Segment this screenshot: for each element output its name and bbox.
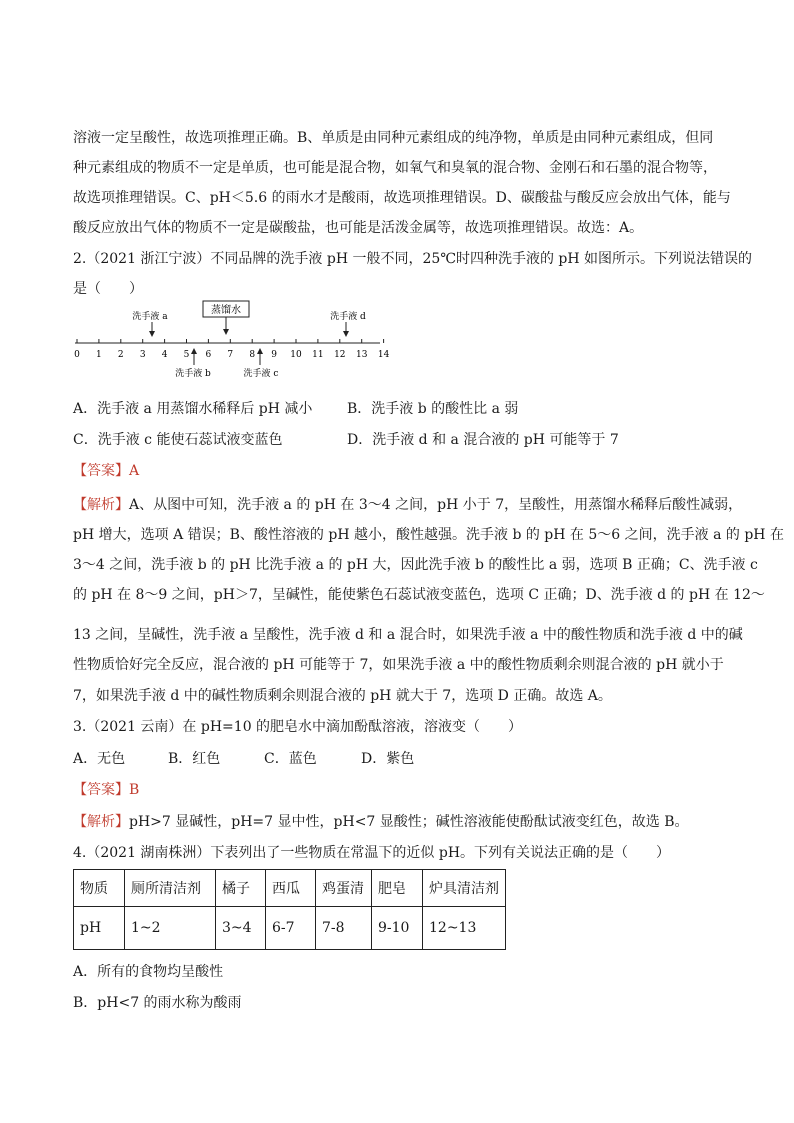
answer-value: B xyxy=(129,782,140,798)
handwash-c-label: 洗手液 c xyxy=(243,369,279,379)
distilled-water-label: 蒸馏水 xyxy=(211,305,241,316)
question-3-answer xyxy=(73,780,139,800)
question-2-answer xyxy=(73,461,139,481)
ph-tick-label: 8 xyxy=(249,350,256,360)
analysis-line: 的 pH 在 8～9 之间，pH＞7，呈碱性，能使紫色石蕊试液变蓝色，选项 C 正确；D、洗手液 d 的 pH 在 12～ xyxy=(73,587,765,603)
ph-scale-diagram xyxy=(70,293,400,388)
table-cell: 6-7 xyxy=(266,907,316,950)
table-cell: 9-10 xyxy=(372,907,423,950)
ph-tick-label: 2 xyxy=(117,350,124,360)
ph-tick-label: 7 xyxy=(227,350,234,360)
ph-tick-label: 1 xyxy=(96,350,102,360)
question-2-stem-cont: 是（ ） xyxy=(73,281,143,297)
analysis-line: A、从图中可知，洗手液 a 的 pH 在 3～4 之间，pH 小于 7，呈酸性，用蒸馏水稀释后酸性减弱， xyxy=(129,497,743,513)
table-header-row xyxy=(74,870,506,907)
analysis-tag: 【解析】 xyxy=(73,497,129,513)
question-2-stem: 2.（2021 浙江宁波）不同品牌的洗手液 pH 一般不同，25℃时四种洗手液的 pH 如图所示。下列说法错误的 xyxy=(73,251,753,267)
table-cell: 3~4 xyxy=(216,907,266,950)
question-4-option-a: A．所有的食物均呈酸性 xyxy=(73,964,224,980)
question-2-option-c: C．洗手液 c 能使石蕊试液变蓝色 xyxy=(73,432,283,448)
analysis-tag: 【解析】 xyxy=(73,814,129,830)
table-cell: 1~2 xyxy=(125,907,216,950)
question-3-option-d: D．紫色 xyxy=(361,751,415,767)
paragraph-line: 酸反应放出气体的物质不一定是碳酸盐，也可能是活泼金属等，故选项推理错误。故选：A。 xyxy=(73,220,644,236)
arrow-head xyxy=(343,331,349,337)
question-3-analysis xyxy=(73,812,689,832)
question-2-option-b: B．洗手液 b 的酸性比 a 弱 xyxy=(347,401,519,417)
answer-tag: 【答案】 xyxy=(73,463,129,479)
ph-tick-label: 9 xyxy=(271,350,277,360)
table-cell: 肥皂 xyxy=(372,870,423,907)
table-cell: 7-8 xyxy=(316,907,372,950)
table-cell: 厕所清洁剂 xyxy=(125,870,216,907)
ph-tick-label: 0 xyxy=(74,350,80,360)
table-row xyxy=(74,907,506,950)
table-cell: pH xyxy=(74,907,125,950)
handwash-d-label: 洗手液 d xyxy=(330,312,366,322)
ph-tick-label: 10 xyxy=(290,350,302,360)
question-3-option-c: C．蓝色 xyxy=(264,751,317,767)
ph-tick-label: 11 xyxy=(312,350,324,360)
ph-tick-label: 6 xyxy=(205,350,212,360)
analysis-line: 13 之间，呈碱性，洗手液 a 呈酸性，洗手液 d 和 a 混合时，如果洗手液 a 中的酸性物质和洗手液 d 中的碱 xyxy=(73,627,743,643)
arrow-head xyxy=(149,331,155,337)
question-3-option-b: B．红色 xyxy=(168,751,221,767)
question-3-option-a: A．无色 xyxy=(73,751,126,767)
paragraph-line: 种元素组成的物质不一定是单质，也可能是混合物，如氧气和臭氧的混合物、金刚石和石墨的混合物等， xyxy=(73,160,717,176)
table-cell: 西瓜 xyxy=(266,870,316,907)
answer-tag: 【答案】 xyxy=(73,782,129,798)
question-3-stem: 3.（2021 云南）在 pH=10 的肥皂水中滴加酚酞溶液，溶液变（ ） xyxy=(73,719,523,735)
analysis-line: 性物质恰好完全反应，混合液的 pH 可能等于 7，如果洗手液 a 中的酸性物质剩余则混合液的 pH 就小于 xyxy=(73,657,724,673)
table-cell: 12~13 xyxy=(423,907,506,950)
analysis-line: 3～4 之间，洗手液 b 的 pH 比洗手液 a 的 pH 大，因此洗手液 b 的酸性比 a 弱，选项 B 正确；C、洗手液 c xyxy=(73,557,758,573)
analysis-line: pH 增大，选项 A 错误；B、酸性溶液的 pH 越小，酸性越强。洗手液 b 的 pH 在 5～6 之间，洗手液 a 的 pH 在 xyxy=(73,527,784,543)
analysis-line: 7，如果洗手液 d 中的碱性物质剩余则混合液的 pH 就大于 7，选项 D 正确。故选 A。 xyxy=(73,688,612,704)
table-cell: 橘子 xyxy=(216,870,266,907)
paragraph-line: 故选项推理错误。C、pH＜5.6 的雨水才是酸雨，故选项推理错误。D、碳酸盐与酸反应会放出气体，能与 xyxy=(73,190,731,206)
ph-tick-label: 13 xyxy=(355,350,368,360)
ph-table xyxy=(73,869,506,950)
question-2-option-d: D．洗手液 d 和 a 混合液的 pH 可能等于 7 xyxy=(347,432,619,448)
ph-tick-label: 3 xyxy=(139,350,146,360)
table-cell: 物质 xyxy=(74,870,125,907)
answer-value: A xyxy=(129,463,140,479)
question-4-stem: 4.（2021 湖南株洲）下表列出了一些物质在常温下的近似 pH。下列有关说法正确的是（ ） xyxy=(73,845,671,861)
ph-tick-label: 4 xyxy=(161,350,168,360)
ph-ticks xyxy=(74,339,389,360)
ph-tick-label: 5 xyxy=(183,350,190,360)
handwash-b-label: 洗手液 b xyxy=(175,369,211,379)
arrow-head xyxy=(191,348,197,354)
ph-tick-label: 14 xyxy=(377,350,390,360)
handwash-a-label: 洗手液 a xyxy=(132,312,168,322)
question-4-option-b: B．pH<7 的雨水称为酸雨 xyxy=(73,995,242,1011)
ph-tick-label: 12 xyxy=(334,350,346,360)
paragraph-line: 溶液一定呈酸性，故选项推理正确。B、单质是由同种元素组成的纯净物，单质是由同种元素组成，但同 xyxy=(73,130,714,146)
table-cell: 炉具清洁剂 xyxy=(423,870,506,907)
arrow-head xyxy=(257,348,263,354)
table-cell: 鸡蛋清 xyxy=(316,870,372,907)
analysis-text: pH>7 显碱性，pH=7 显中性，pH<7 显酸性；碱性溶液能使酚酞试液变红色，故选 B。 xyxy=(129,814,689,830)
question-2-option-a: A．洗手液 a 用蒸馏水稀释后 pH 减小 xyxy=(73,401,313,417)
arrow-head xyxy=(223,329,229,335)
question-2-analysis xyxy=(73,495,742,515)
